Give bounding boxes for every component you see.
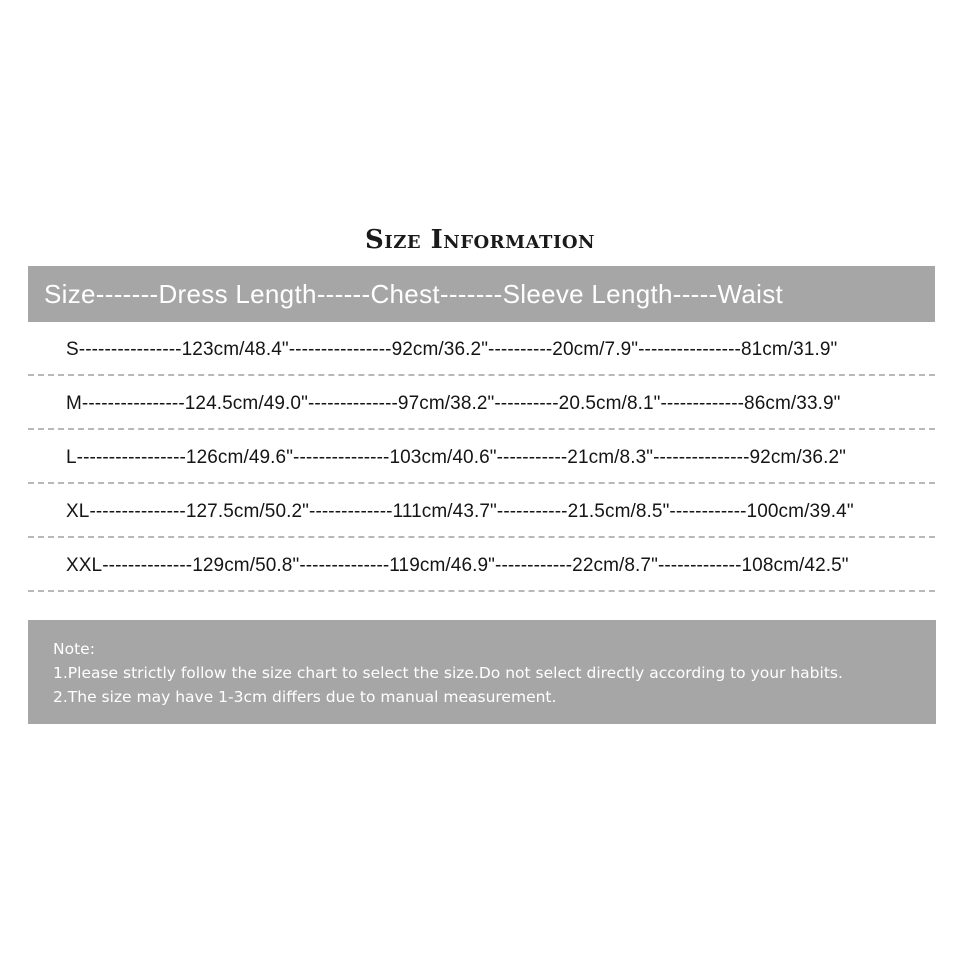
note-line-1: 1.Please strictly follow the size chart to select the size.Do not select directly according to your habits. [53,664,843,682]
size-row-m: M----------------124.5cm/49.0"--------------97cm/38.2"----------20.5cm/8.1"-------------86cm/33.9" [66,393,841,414]
table-row [28,376,935,430]
size-row-xl: XL---------------127.5cm/50.2"-------------111cm/43.7"-----------21.5cm/8.5"------------100cm/39.4" [66,501,854,522]
table-row [28,538,935,592]
table-header-bar [28,266,935,322]
table-row [28,484,935,538]
size-row-s: S----------------123cm/48.4"----------------92cm/36.2"----------20cm/7.9"----------------81cm/31.9" [66,339,838,360]
size-table [28,322,935,592]
table-header-text: Size-------Dress Length------Chest-------Sleeve Length-----Waist [44,279,784,309]
table-row [28,322,935,376]
size-row-xxl: XXL--------------129cm/50.8"--------------119cm/46.9"------------22cm/8.7"-------------108cm/42.5" [66,555,849,576]
note-line-2: 2.The size may have 1-3cm differs due to manual measurement. [53,688,557,706]
size-information-title: Size Information [365,225,595,255]
table-row [28,430,935,484]
note-box [28,620,936,724]
size-row-l: L-----------------126cm/49.6"---------------103cm/40.6"-----------21cm/8.3"---------------92cm/36.2" [66,447,846,468]
note-heading: Note: [53,640,95,658]
